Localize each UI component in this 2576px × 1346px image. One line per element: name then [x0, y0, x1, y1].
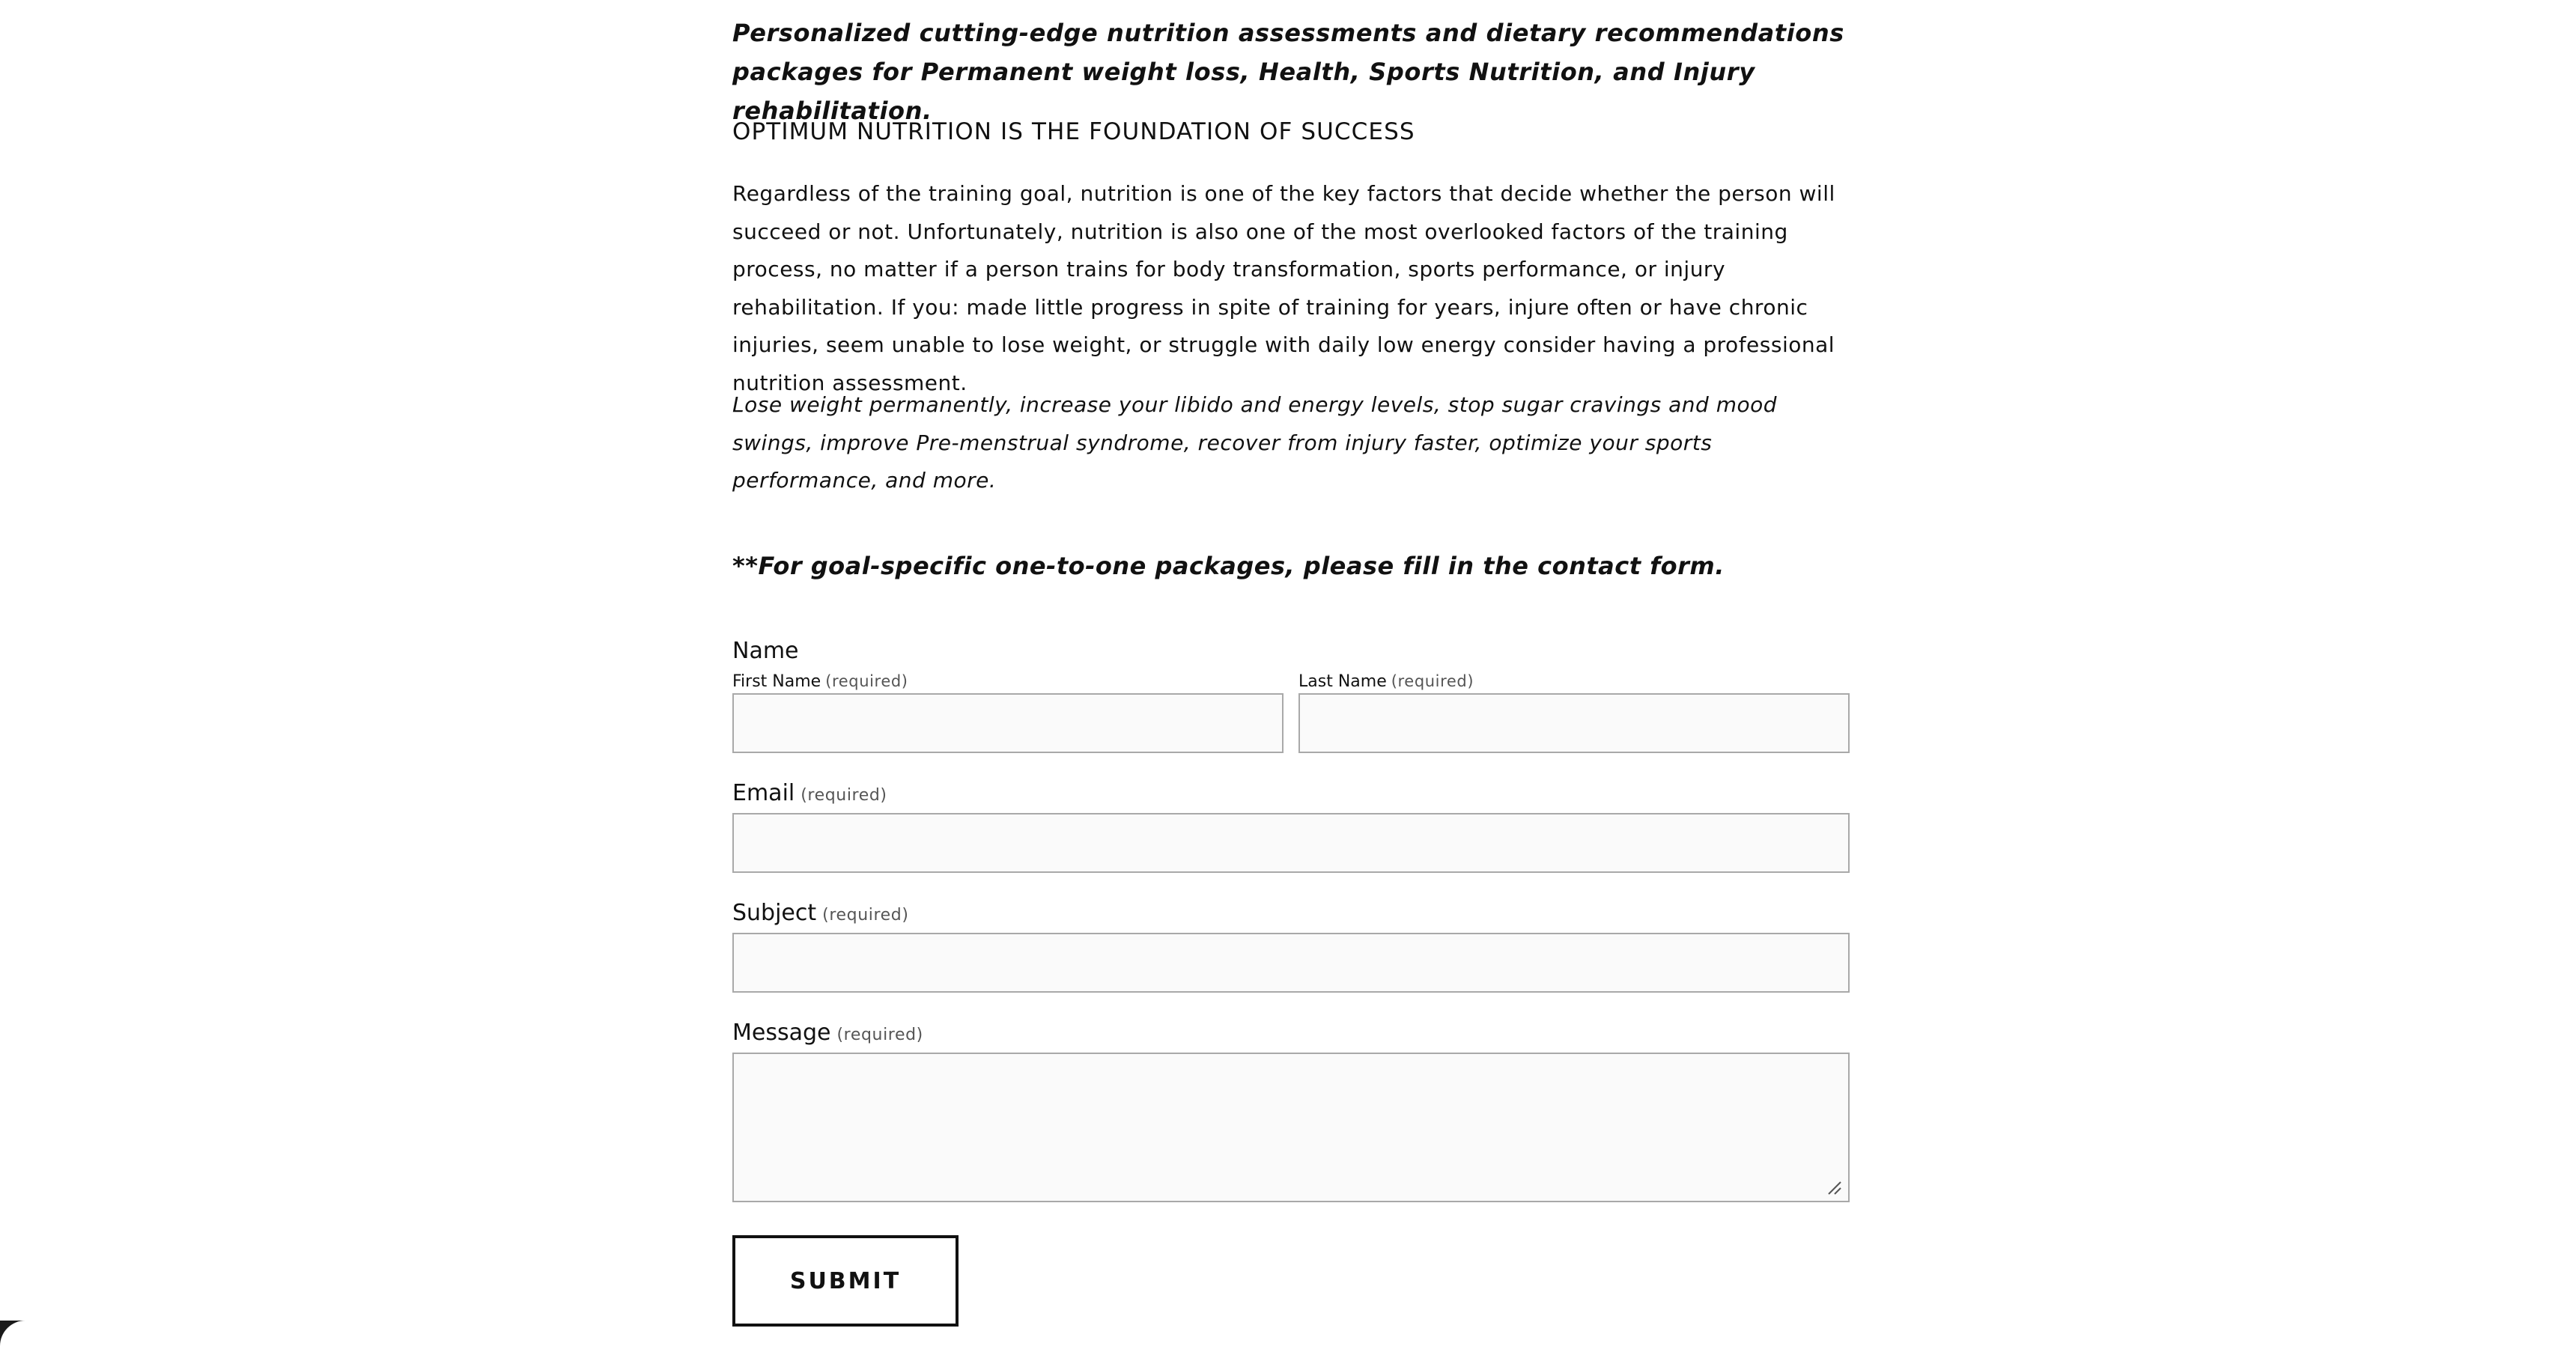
- section-headline: OPTIMUM NUTRITION IS THE FOUNDATION OF SUCCESS: [732, 118, 1415, 145]
- intro-tagline: Personalized cutting-edge nutrition assessments and dietary recommendations packages for Permanent weight loss, Health, Sports Nutrition, and Injury rehabilitation.: [732, 19, 1844, 125]
- last-name-input[interactable]: [1298, 693, 1850, 753]
- subject-label-text: Subject: [732, 900, 817, 926]
- message-label-text: Message: [732, 1020, 831, 1046]
- subject-required-note: (required): [822, 906, 909, 925]
- first-name-label: [732, 671, 908, 692]
- last-name-label-text: Last Name: [1298, 672, 1387, 691]
- submit-button[interactable]: SUBMIT: [732, 1235, 959, 1327]
- email-required-note: (required): [801, 786, 887, 805]
- first-name-required-note: (required): [825, 672, 908, 690]
- last-name-required-note: (required): [1391, 672, 1474, 690]
- email-label: [732, 779, 887, 811]
- benefits-text: Lose weight permanently, increase your libido and energy levels, stop sugar cravings and mood swings, improve Pre-menstrual syndrome, recover from injury faster, optimize your sports performance, and more.: [732, 392, 1778, 493]
- contact-form-callout: **For goal-specific one-to-one packages, please fill in the contact form.: [732, 552, 1725, 580]
- email-input[interactable]: [732, 813, 1850, 873]
- intro-body-text: Regardless of the training goal, nutrition is one of the key factors that decide whether the person will succeed or not. Unfortunately, nutrition is also one of the most overlooked factors of the training process, no matter if a person trains for body transformation, sports performance, or injury rehabilitation. If you: made little progress in spite of training for years, injure often or have chronic injuries, seem unable to lose weight, or struggle with daily low energy consider having a professional nutrition assessment.: [732, 181, 1835, 395]
- last-name-label: [1298, 671, 1474, 692]
- first-name-input[interactable]: [732, 693, 1284, 753]
- email-label-text: Email: [732, 780, 795, 806]
- message-required-note: (required): [836, 1026, 923, 1044]
- window-corner: [0, 1321, 25, 1346]
- first-name-label-text: First Name: [732, 672, 821, 691]
- subject-label: [732, 898, 909, 931]
- message-label: [732, 1018, 923, 1050]
- resize-handle-icon[interactable]: [1826, 1179, 1842, 1196]
- name-label: Name: [732, 638, 799, 664]
- message-textarea[interactable]: [732, 1053, 1850, 1202]
- subject-input[interactable]: [732, 933, 1850, 993]
